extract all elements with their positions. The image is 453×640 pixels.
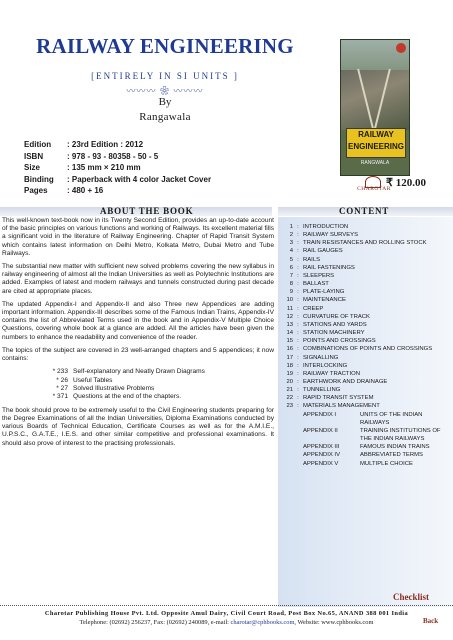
list-item: * 26 Useful Tables [56,376,113,384]
detail-value: : 135 mm × 210 mm [67,163,141,172]
detail-value: : 23rd Edition : 2012 [67,140,144,149]
toc-appendix-item: APPENDIX V MULTIPLE CHOICE [303,460,413,467]
detail-row-isbn [24,151,211,163]
detail-value: : 480 + 16 [67,186,104,195]
about-text [2,217,274,453]
cover-title-band [346,128,406,158]
detail-key: Pages [24,186,48,195]
cover-title-line1: RAILWAY [358,130,394,139]
toc-chapter-item: 23 : MATERIALS MANAGEMENT [286,403,380,410]
back-link[interactable]: Back [423,617,439,625]
toc-appendix-item: APPENDIX IV ABBREVIATED TERMS [303,452,423,459]
toc-chapter-item: 3 : TRAIN RESISTANCES AND ROLLING STOCK [289,240,427,247]
toc-chapter-item: 15 : POINTS AND CROSSINGS [286,338,376,345]
toc-chapter-item: 18 : INTERLOCKING [286,362,348,369]
about-heading: ABOUT THE BOOK [100,206,194,216]
toc-chapter-item: 20 : EARTHWORK AND DRAINAGE [286,378,388,385]
list-item: * 233 Self-explanatory and Neatly Drawn Diagrams [52,368,205,376]
book-details [24,139,211,197]
table-of-contents [280,223,452,468]
detail-row-size [24,162,211,174]
detail-value: : 978 - 93 - 80358 - 50 - 5 [67,151,159,161]
detail-row-binding [24,174,211,186]
detail-key: Edition [24,140,52,149]
toc-chapter-item: 9 : PLATE-LAYING [289,289,345,296]
toc-chapter-item: 8 : BALLAST [289,281,329,288]
detail-key: Size [24,163,41,172]
contents-stats-list [2,368,274,402]
book-title: RAILWAY ENGINEERING [36,34,294,58]
by-label: By [158,96,172,108]
toc-chapter-item: 12 : CURVATURE OF TRACK [286,313,370,320]
toc-chapter-item: 7 : SLEEPERS [289,272,335,279]
toc-chapter-item: 17 : SIGNALLING [286,354,339,361]
toc-chapter-item: 11 : CREEP [286,305,324,312]
cover-title-line2: ENGINEERING [347,142,404,151]
toc-chapter-item: 22 : RAPID TRANSIT SYSTEM [286,395,374,402]
toc-chapter-item: 4 : RAIL GAUGES [289,248,343,255]
cover-publisher-badge [396,43,406,53]
footer-divider [0,605,453,606]
toc-appendix-item: APPENDIX II TRAINING INSTITUTIONS OF THE INDIAN RAILWAYS [303,427,441,443]
toc-chapter-item: 19 : RAILWAY TRACTION [286,370,360,377]
content-heading: CONTENT [339,206,390,216]
footer [0,609,453,627]
publisher-contact: Telephone: (02692) 256237, Fax: (02692) 240089, e-mail: charotar@cphbooks.com, Website: www.cphbooks.com [79,619,374,626]
book-header [0,0,453,208]
toc-chapter-item: 5 : RAILS [289,256,321,263]
toc-chapter-item: 2 : RAILWAY SURVEYS [289,232,358,239]
publisher-address: Charotar Publishing House Pvt. Ltd. Opposite Amul Dairy, Civil Court Road, Post Box No.65, ANAND 388 001 India [44,610,409,617]
list-item: * 27 Solved Illustrative Problems [56,385,155,393]
cover-author: RANGWALA [360,160,390,166]
toc-chapter-item: 14 : STATION MACHINERY [286,330,365,337]
author-name: Rangawala [139,111,191,123]
toc-chapter-item: 10 : MAINTENANCE [286,297,346,304]
website-text: , Website: www.cphbooks.com [294,619,374,626]
detail-value: : Paperback with 4 color Jacket Cover [67,174,212,184]
detail-row-pages [24,185,211,197]
toc-chapter-item: 16 : COMBINATIONS OF POINTS AND CROSSINGS [286,346,433,353]
publisher-logo-text: CHAROTAR [357,186,391,192]
toc-chapter-item: 6 : RAIL FASTENINGS [289,264,355,271]
publisher-logo [356,176,390,194]
detail-key: ISBN [24,151,44,161]
price: ₹ 120.00 [386,177,426,189]
title-flourish-ornament: 〰〰〰 ❀ 〰〰〰 [126,86,204,96]
toc-chapter-item: 1 : INTRODUCTION [289,224,349,230]
book-subtitle: [ENTIRELY IN SI UNITS ] [91,71,239,81]
toc-chapter-item: 21 : TUNNELLING [286,387,341,394]
checklist-link[interactable]: Checklist [393,592,429,602]
about-paragraph: The substantial new matter with sufficient new solved problems covering the new syllabus in railway engineering of almost all the Indian Universities as well as Polytechnic Institutions are added. Examples of latest and modern railways and tunnels constructed during past decade are cited at appropriate places. [2,263,274,295]
about-paragraph: This well-known text-book now in its Twenty Second Edition, provides an up-to-date account of the basic principles on various functions and working of Railways. Its excellent material fills a significant void in the literature of Railway Engineering. Chapter of Rapid Transit System which contains latest information on Delhi Metro, Kolkata Metro, Dubai Metro and Tube Railways. [2,217,274,257]
toc-chapter-item: 13 : STATIONS AND YARDS [286,321,367,328]
toc-appendix-item: APPENDIX I UNITS OF THE INDIAN RAILWAYS [303,411,423,426]
detail-row-edition [24,139,211,151]
toc-appendix-item: APPENDIX III FAMOUS INDIAN TRAINS [303,444,430,451]
about-paragraph: The updated Appendix-I and Appendix-II and also Three new Appendices are adding important information. Appendix-III describes some of the Famous Indian Trains, Appendix-IV contains the list of Abbreviated Terms used in the book and in Appendix-V Multiple Choice Questions, covering whole book at a glance are added. All the articles have been given the numbers to enhance the readability and convenience of the reader. [2,300,274,341]
about-paragraph: The topics of the subject are covered in 23 well-arranged chapters and 5 appendices; it now contains: [2,346,274,363]
book-cover-image [340,39,410,176]
about-paragraph: The book should prove to be extremely useful to the Civil Engineering students preparing for the Degree Examinations of all the Indian Universities, Diploma Examinations conducted by various Boards of Technical Education, Certificate Courses as well as for the A.M.I.E., U.P.S.C., G.A.T.E., I.E.S. and other similar competitive and professional examinations. It should also prove of interest to the practising professionals. [2,406,274,447]
list-item: * 371 Questions at the end of the chapters. [52,393,182,401]
detail-key: Binding [24,174,54,184]
email-link[interactable]: charotar@cphbooks.com [230,619,295,626]
